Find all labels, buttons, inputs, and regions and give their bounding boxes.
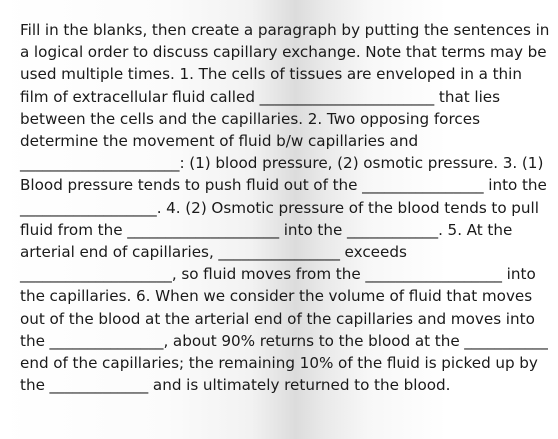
- question-text: Fill in the blanks, then create a paragraph by putting the sentences in a logical order to discuss capillary exchange. Note that terms may be used multiple times. 1. The cells of tissues are enveloped in a thin film of extracellular fluid called _______________________ that lies between the cells and the capillaries. 2. Two opposing forces determine the movement of fluid b/w capillaries and _____________________: (1) blood pressure, (2) osmotic pressure. 3. (1) Blood pressure tends to push fluid out of the ________________ into the __________________. 4. (2) Osmotic pressure of the blood tends to pull fluid from the ____________________ into the ____________. 5. At the arterial end of capillaries, ________________ exceeds ____________________, so fluid moves from the __________________ into the capillaries. 6. When we consider the volume of fluid that moves out of the blood at the arterial end of the capillaries and moves into the _______________, about 90% returns to the blood at the ___________ end of the capillaries; the remaining 10% of the fluid is picked up by the _____________ and is ultimately returned to the blood.: [20, 21, 550, 395]
